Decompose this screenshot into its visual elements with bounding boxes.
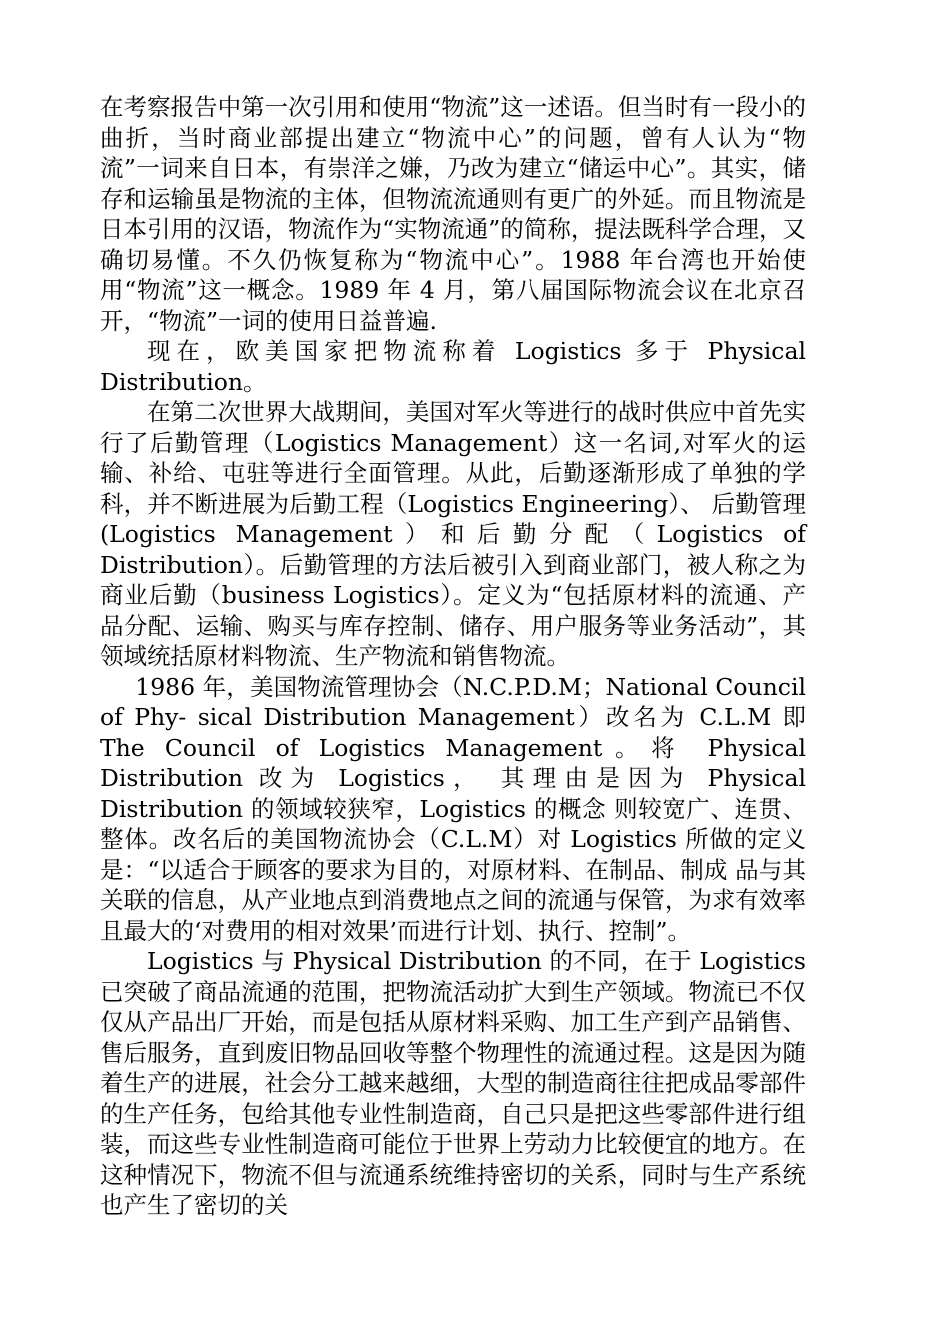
paragraph-4: 1986 年，美国物流管理协会（N.C.P.D.M；National Council of Phy- sical Distribution Management）改名为 C.L.M 即 The Council of Logistics Management。将 Physical Distribution 改为 Logistics， 其理由是因为 Physical Distribution 的领域较狭窄，Logistics 的概念 则较宽广、连贯、整体。改名后的美国物流协会（C.L.M）对 Logistics 所做的定义是：“以适合于顾客的要求为目的，对原材料、在制品、制成 品与其关联的信息，从产业地点到消费地点之间的流通与保管，为求有效率且最大的‘对费用的相对效果’而进行计划、执行、控制”。 [100,672,806,945]
paragraph-5: Logistics 与 Physical Distribution 的不同，在于 Logistics 已突破了商品流通的范围，把物流活动扩大到生产领域。物流已不仅仅从产品出厂开始，而是包括从原材料采购、加工生产到产品销售、售后服务，直到废旧物品回收等整个物理性的流通过程。这是因为随着生产的进展，社会分工越来越细，大型的制造商往往把成品零部件的生产任务，包给其他专业性制造商，自己只是把这些零部件进行组装，而这些专业性制造商可能位于世界上劳动力比较便宜的地方。在这种情况下，物流不但与流通系统维持密切的关系，同时与生产系统也产生了密切的关 [100,947,806,1219]
paragraph-1: 在考察报告中第一次引用和使用“物流”这一述语。但当时有一段小的曲折，当时商业部提出建立“物流中心”的问题，曾有人认为“物流”一词来自日本，有崇洋之嫌，乃改为建立“储运中心”。其实，储存和运输虽是物流的主体，但物流流通则有更广的外延。而且物流是日本引用的汉语，物流作为“实物流通”的简称，提法既科学合理，又确切易懂。不久仍恢复称为“物流中心”。1988 年台湾也开始使用“物流”这一概念。1989 年 4 月，第八届国际物流会议在北京召开，“物流”一词的使用日益普遍. [100,93,806,335]
paragraph-3: 在第二次世界大战期间，美国对军火等进行的战时供应中首先实行了后勤管理（Logistics Management）这一名词,对军火的运输、补给、屯驻等进行全面管理。从此，后勤逐渐形成了单独的学科，并不断进展为后勤工程（Logistics Engineering）、 后勤管理(Logistics Management）和后勤分配（Logistics of Distribution）。后勤管理的方法后被引入到商业部门，被人称之为商业后勤（business Logistics）。定义为“包括原材料的流通、产品分配、运输、购买与库存控制、储存、用户服务等业务活动”，其领域统括原材料物流、生产物流和销售物流。 [100,398,806,670]
body-text [100,92,806,1221]
paragraph-2: 现在，欧美国家把物流称着 Logistics 多于 Physical Distribution。 [100,337,806,396]
